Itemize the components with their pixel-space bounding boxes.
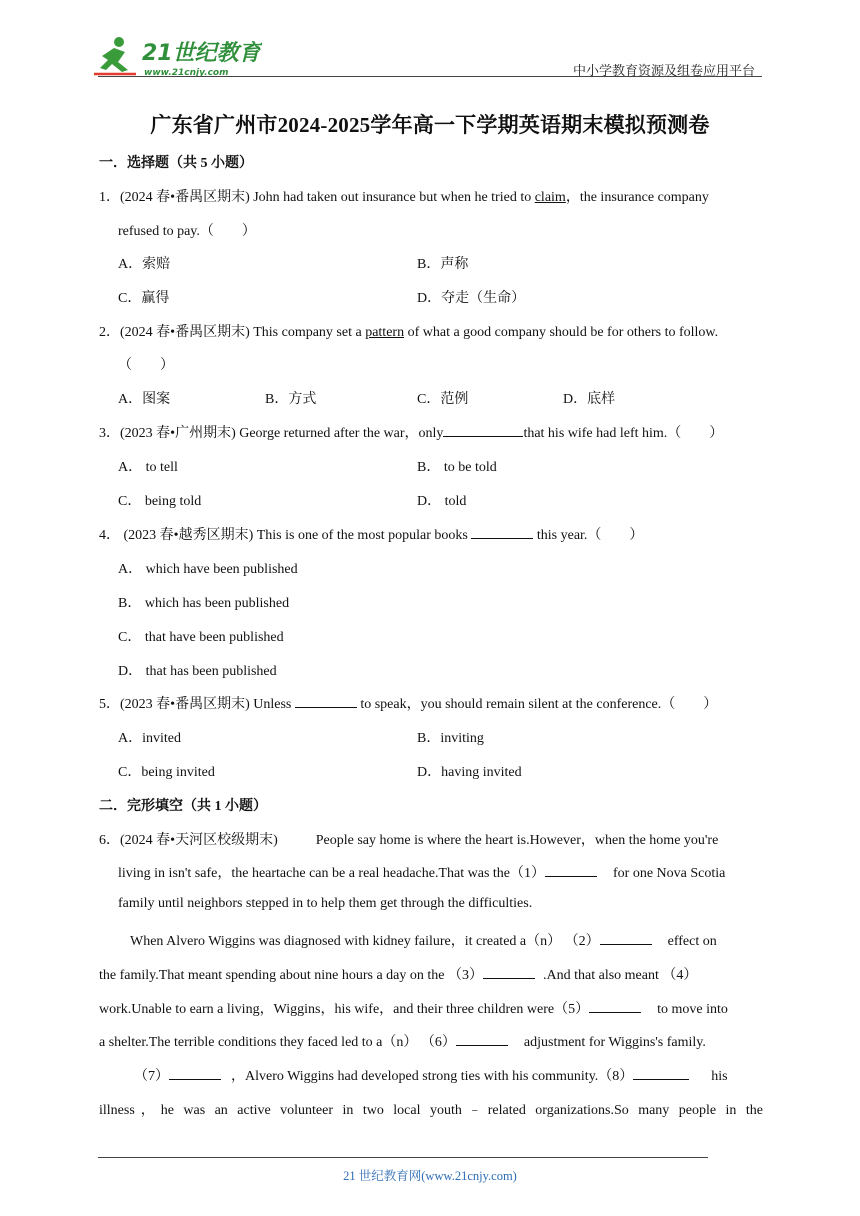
q2-option-a[interactable]: A．图案 bbox=[118, 392, 171, 407]
question-1-stem: 1．(2024 春•番禺区期末) John had taken out insurance but when he tried to bbox=[99, 190, 535, 205]
q5-option-d[interactable]: D．having invited bbox=[417, 765, 522, 780]
answer-blank[interactable] bbox=[443, 422, 523, 437]
cloze-line-2: living in isn't safe，the heartache can be a real headache.That was the（1） for one Nova Scotia bbox=[118, 862, 725, 882]
footer-link[interactable]: 21 世纪教育网(www.21cnjy.com) bbox=[343, 1169, 517, 1183]
footer-divider bbox=[98, 1157, 708, 1158]
cloze-line-8: （7） ，Alvero Wiggins had developed strong ties with his community.（8） his bbox=[134, 1065, 728, 1085]
section-heading-choice: 一．选择题（共 5 小题） bbox=[99, 156, 253, 171]
q3-option-b[interactable]: B． to be told bbox=[417, 460, 497, 475]
logo-url: www.21cnjy.com bbox=[144, 68, 229, 78]
cloze-blank-8[interactable] bbox=[633, 1065, 689, 1080]
question-5-stem: 5．(2023 春•番禺区期末) Unless bbox=[99, 697, 295, 712]
site-logo bbox=[92, 34, 262, 80]
q5-option-b[interactable]: B．inviting bbox=[417, 731, 484, 746]
q3-option-d[interactable]: D． told bbox=[417, 494, 467, 509]
cloze-line-9: illness，he was an active volunteer in two local youth﹣related organizations.So many people in the bbox=[99, 1103, 763, 1118]
question-4-stem: 4． (2023 春•越秀区期末) This is one of the most popular books bbox=[99, 528, 472, 543]
q4-option-c[interactable]: C． that have been published bbox=[118, 630, 284, 645]
answer-blank[interactable] bbox=[295, 693, 357, 708]
question-2-stem: 2．(2024 春•番禺区期末) This company set a bbox=[99, 325, 366, 340]
cloze-line-4: When Alvero Wiggins was diagnosed with kidney failure，it created a（n） （2） effect on bbox=[130, 930, 717, 950]
question-1-stem-end: ，the insurance company bbox=[565, 190, 709, 205]
header-platform-text: 中小学教育资源及组卷应用平台 bbox=[572, 63, 755, 78]
q2-option-b[interactable]: B．方式 bbox=[265, 392, 317, 407]
question-4-line1 bbox=[99, 524, 643, 544]
cloze-line-3: family until neighbors stepped in to help them get through the difficulties. bbox=[118, 896, 533, 911]
cloze-blank-3[interactable] bbox=[483, 964, 535, 979]
cloze-line-5: the family.That meant spending about nine hours a day on the （3） .And that also meant （4） bbox=[99, 964, 697, 984]
question-3-stem-end: that his wife had left him.（ ） bbox=[523, 426, 724, 441]
cloze-blank-6[interactable] bbox=[456, 1031, 508, 1046]
question-1-line1 bbox=[99, 186, 709, 206]
q3-option-c[interactable]: C． being told bbox=[118, 494, 202, 509]
q1-option-a[interactable]: A．索赔 bbox=[118, 257, 171, 272]
question-2-line1 bbox=[99, 321, 718, 341]
question-2-underlined-word: pattern bbox=[365, 325, 405, 340]
q4-option-a[interactable]: A． which have been published bbox=[118, 562, 298, 577]
q3-option-a[interactable]: A． to tell bbox=[118, 460, 178, 475]
q1-option-d[interactable]: D．夺走（生命） bbox=[417, 291, 526, 306]
q4-option-b[interactable]: B． which has been published bbox=[118, 596, 290, 611]
q2-option-d[interactable]: D．底样 bbox=[563, 392, 616, 407]
cloze-source: 6．(2024 春•天河区校级期末) bbox=[99, 833, 278, 848]
q5-option-c[interactable]: C．being invited bbox=[118, 765, 215, 780]
cloze-blank-2[interactable] bbox=[600, 930, 652, 945]
q5-option-a[interactable]: A．invited bbox=[118, 731, 181, 746]
q1-option-c[interactable]: C．赢得 bbox=[118, 291, 170, 306]
answer-blank[interactable] bbox=[471, 524, 533, 539]
question-3-stem: 3．(2023 春•广州期末) George returned after the war，only bbox=[99, 426, 444, 441]
q2-option-c[interactable]: C．范例 bbox=[417, 392, 469, 407]
cloze-blank-5[interactable] bbox=[589, 998, 641, 1013]
cloze-line-7: a shelter.The terrible conditions they faced led to a（n） （6） adjustment for Wiggins's family. bbox=[99, 1031, 706, 1051]
question-1-line2: refused to pay.（ ） bbox=[118, 224, 256, 239]
page-title: 广东省广州市2024-2025学年高一下学期英语期末模拟预测卷 bbox=[150, 113, 710, 137]
cloze-line-1: 6．(2024 春•天河区校级期末) People say home is where the heart is.However，when the home you're bbox=[99, 833, 719, 848]
question-5-line1 bbox=[99, 693, 717, 713]
runner-icon bbox=[94, 37, 136, 74]
question-2-line2: （ ） bbox=[118, 358, 174, 373]
question-2-stem-end: of what a good company should be for others to follow. bbox=[404, 325, 719, 340]
logo-text: 21世纪教育 bbox=[142, 41, 261, 66]
cloze-blank-1[interactable] bbox=[545, 862, 597, 877]
question-1-underlined-word: claim bbox=[534, 190, 566, 205]
question-3-line1 bbox=[99, 422, 723, 442]
header-divider bbox=[98, 76, 762, 77]
q4-option-d[interactable]: D． that has been published bbox=[118, 664, 277, 679]
question-5-stem-end: to speak，you should remain silent at the conference.（ ） bbox=[356, 697, 718, 712]
cloze-blank-7[interactable] bbox=[169, 1065, 221, 1080]
question-4-stem-end: this year.（ ） bbox=[533, 528, 644, 543]
q1-option-b[interactable]: B．声称 bbox=[417, 257, 469, 272]
section-heading-cloze: 二．完形填空（共 1 小题） bbox=[99, 799, 267, 814]
cloze-line-6: work.Unable to earn a living，Wiggins，his wife，and their three children were（5） to move into bbox=[99, 998, 728, 1018]
